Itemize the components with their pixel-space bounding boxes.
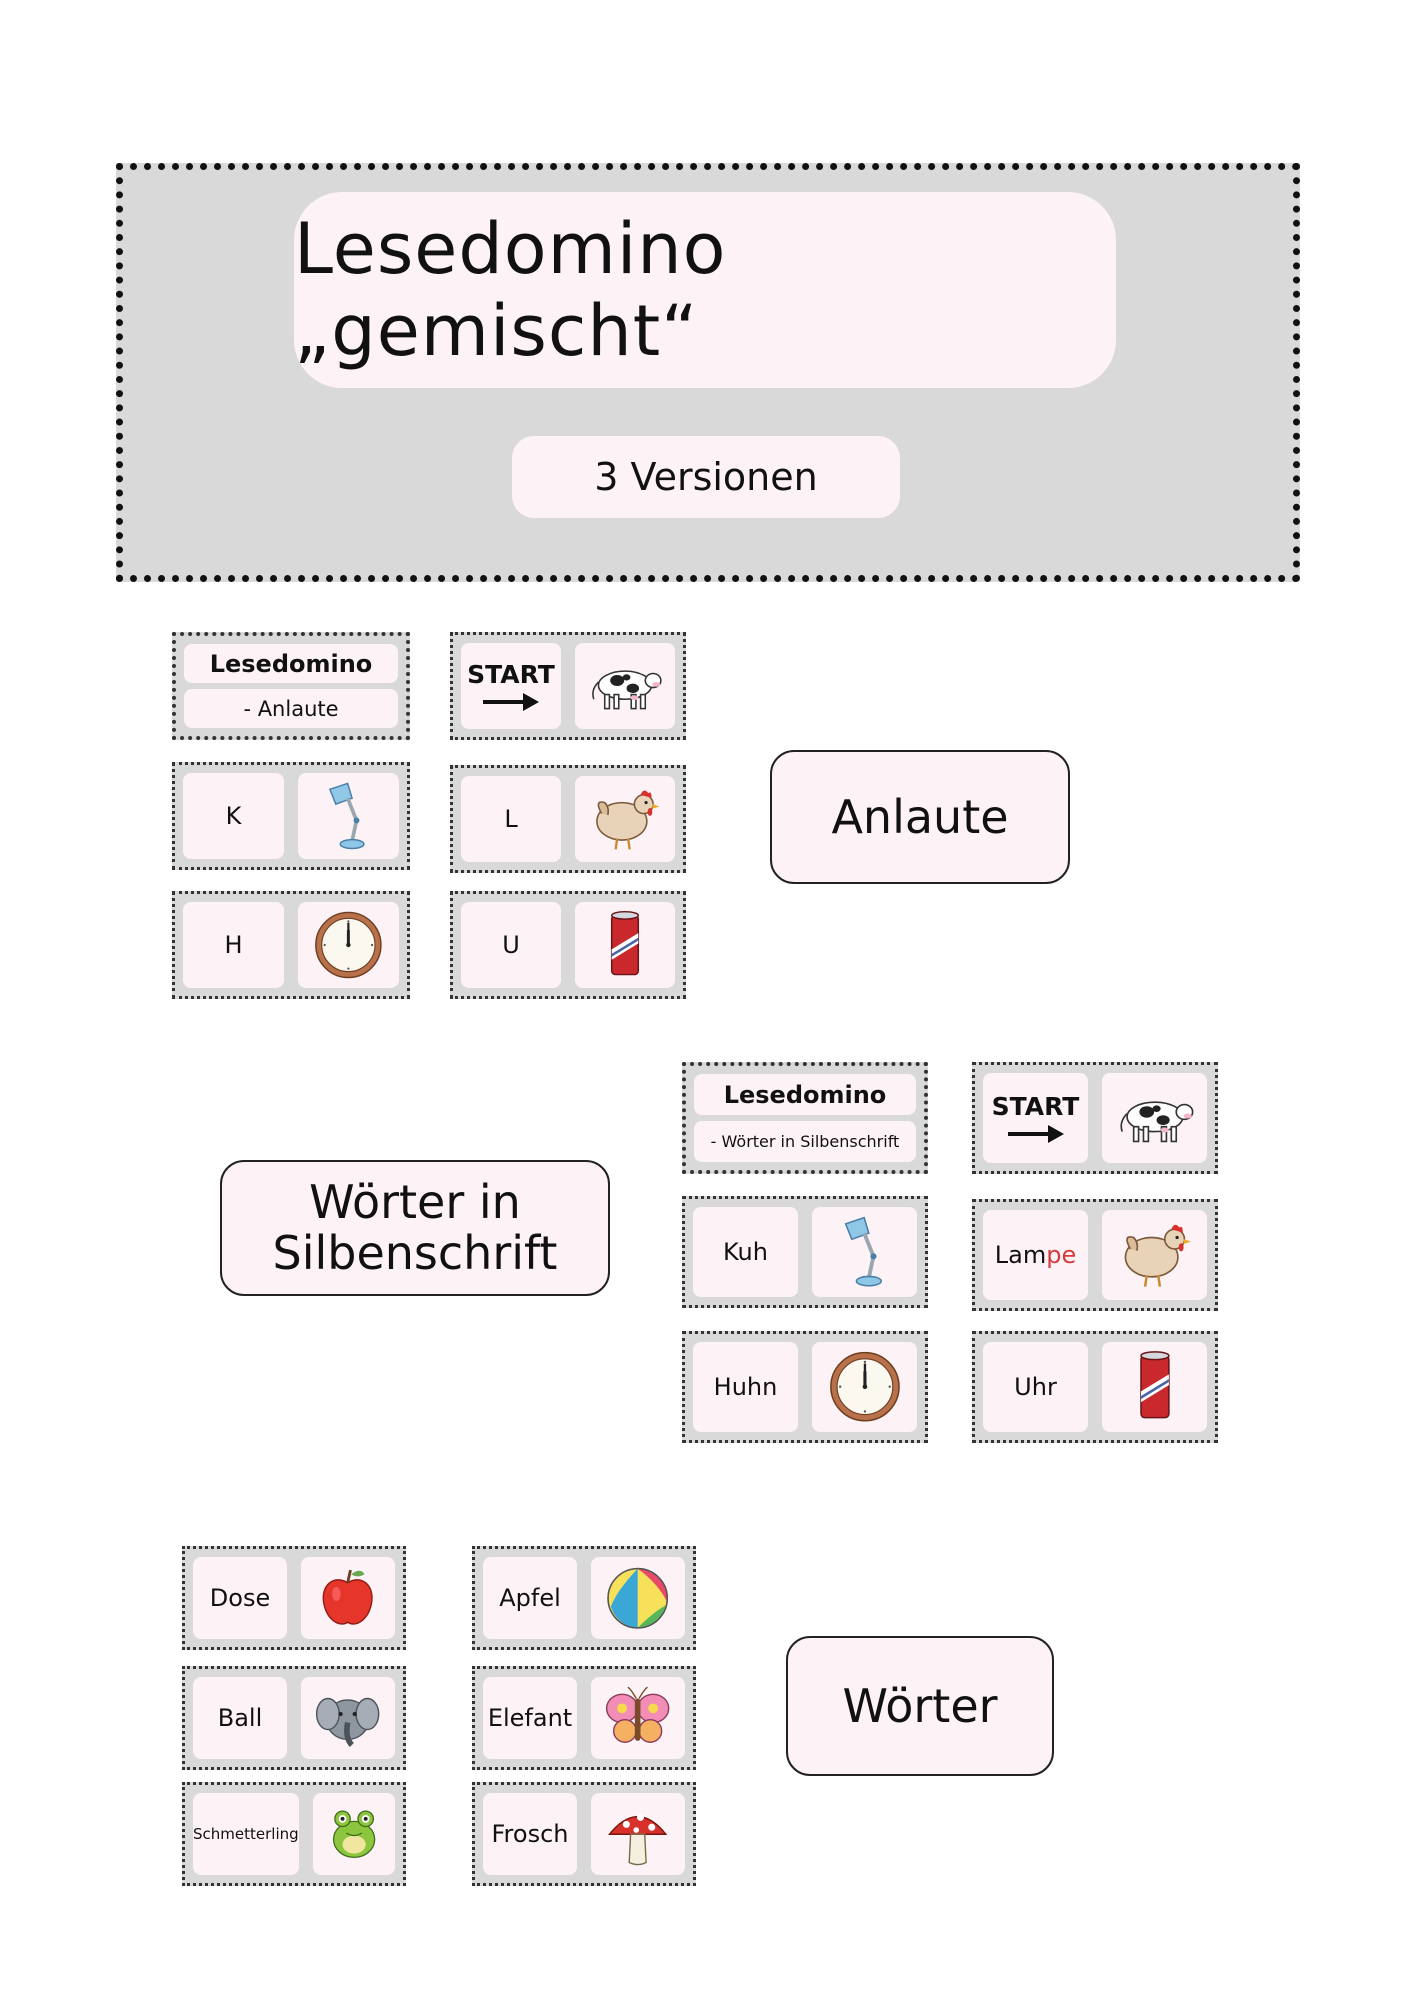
picture-cell bbox=[301, 1677, 395, 1759]
picture-cell bbox=[1102, 1073, 1207, 1163]
domino-card bbox=[682, 1196, 928, 1308]
can-icon bbox=[1114, 1348, 1196, 1425]
letter-cell: U bbox=[461, 902, 561, 988]
picture-cell bbox=[298, 773, 399, 859]
label-silbenschrift-line2: Silbenschrift bbox=[272, 1226, 558, 1280]
mushroom-icon bbox=[601, 1799, 674, 1870]
page-subtitle: 3 Versionen bbox=[512, 436, 900, 518]
label-woerter: Wörter bbox=[786, 1636, 1054, 1776]
hen-icon bbox=[586, 782, 664, 856]
letter-cell: K bbox=[183, 773, 284, 859]
picture-cell bbox=[591, 1793, 685, 1875]
clock-icon bbox=[309, 908, 388, 982]
domino-card bbox=[472, 1782, 696, 1886]
domino-card bbox=[450, 891, 686, 999]
picture-cell bbox=[812, 1207, 917, 1297]
can-icon bbox=[586, 908, 664, 982]
picture-cell bbox=[575, 643, 675, 729]
arrow-right-icon bbox=[481, 691, 541, 713]
word-cell: Dose bbox=[193, 1557, 287, 1639]
start-label: START bbox=[991, 1091, 1080, 1121]
silben-title-card bbox=[682, 1062, 928, 1174]
picture-cell bbox=[591, 1677, 685, 1759]
word-cell: Ball bbox=[193, 1677, 287, 1759]
domino-card bbox=[172, 891, 410, 999]
label-silbenschrift-line1: Wörter in bbox=[309, 1175, 521, 1230]
picture-cell bbox=[1102, 1210, 1207, 1300]
picture-cell bbox=[298, 902, 399, 988]
lamp-icon bbox=[309, 779, 388, 853]
elephant-icon bbox=[311, 1683, 384, 1754]
domino-card bbox=[450, 765, 686, 873]
picture-cell bbox=[812, 1342, 917, 1432]
arrow-right-icon bbox=[1006, 1123, 1066, 1145]
cow-icon bbox=[1114, 1079, 1196, 1156]
frog-icon bbox=[322, 1799, 386, 1870]
word-cell: Kuh bbox=[693, 1207, 798, 1297]
domino-card bbox=[182, 1782, 406, 1886]
anlaute-title-line2: - Anlaute bbox=[184, 689, 398, 728]
anlaute-title-line1: Lesedomino bbox=[184, 644, 398, 683]
anlaute-start-card bbox=[450, 632, 686, 740]
word-cell: Huhn bbox=[693, 1342, 798, 1432]
picture-cell bbox=[1102, 1342, 1207, 1432]
label-silbenschrift bbox=[220, 1160, 610, 1296]
picture-cell bbox=[575, 902, 675, 988]
silben-title-line1: Lesedomino bbox=[694, 1074, 916, 1115]
apple-icon bbox=[311, 1563, 384, 1634]
domino-card bbox=[182, 1546, 406, 1650]
domino-card bbox=[682, 1331, 928, 1443]
clock-icon bbox=[824, 1348, 906, 1425]
beach-ball-icon bbox=[601, 1563, 674, 1634]
picture-cell bbox=[591, 1557, 685, 1639]
word-cell: Apfel bbox=[483, 1557, 577, 1639]
picture-cell bbox=[301, 1557, 395, 1639]
letter-cell: H bbox=[183, 902, 284, 988]
picture-cell bbox=[313, 1793, 395, 1875]
picture-cell bbox=[575, 776, 675, 862]
anlaute-title-card bbox=[172, 632, 410, 740]
syllable-1: Lam bbox=[994, 1241, 1047, 1269]
domino-card bbox=[172, 762, 410, 870]
domino-card bbox=[472, 1666, 696, 1770]
cow-icon bbox=[586, 649, 664, 723]
page-title: Lesedomino „gemischt“ bbox=[294, 192, 1116, 388]
label-anlaute: Anlaute bbox=[770, 750, 1070, 884]
start-label: START bbox=[467, 659, 555, 689]
word-cell: Elefant bbox=[483, 1677, 577, 1759]
word-cell: Frosch bbox=[483, 1793, 577, 1875]
word-cell bbox=[983, 1210, 1088, 1300]
start-cell bbox=[461, 643, 561, 729]
lamp-icon bbox=[824, 1213, 906, 1290]
silben-start-card bbox=[972, 1062, 1218, 1174]
letter-cell: L bbox=[461, 776, 561, 862]
hen-icon bbox=[1114, 1216, 1196, 1293]
word-cell: Schmetterling bbox=[193, 1793, 299, 1875]
butterfly-icon bbox=[601, 1683, 674, 1754]
syllable-2: pe bbox=[1046, 1241, 1077, 1269]
domino-card bbox=[972, 1331, 1218, 1443]
domino-card bbox=[972, 1199, 1218, 1311]
word-cell: Uhr bbox=[983, 1342, 1088, 1432]
domino-card bbox=[182, 1666, 406, 1770]
silben-title-line2: - Wörter in Silbenschrift bbox=[694, 1121, 916, 1162]
start-cell bbox=[983, 1073, 1088, 1163]
domino-card bbox=[472, 1546, 696, 1650]
